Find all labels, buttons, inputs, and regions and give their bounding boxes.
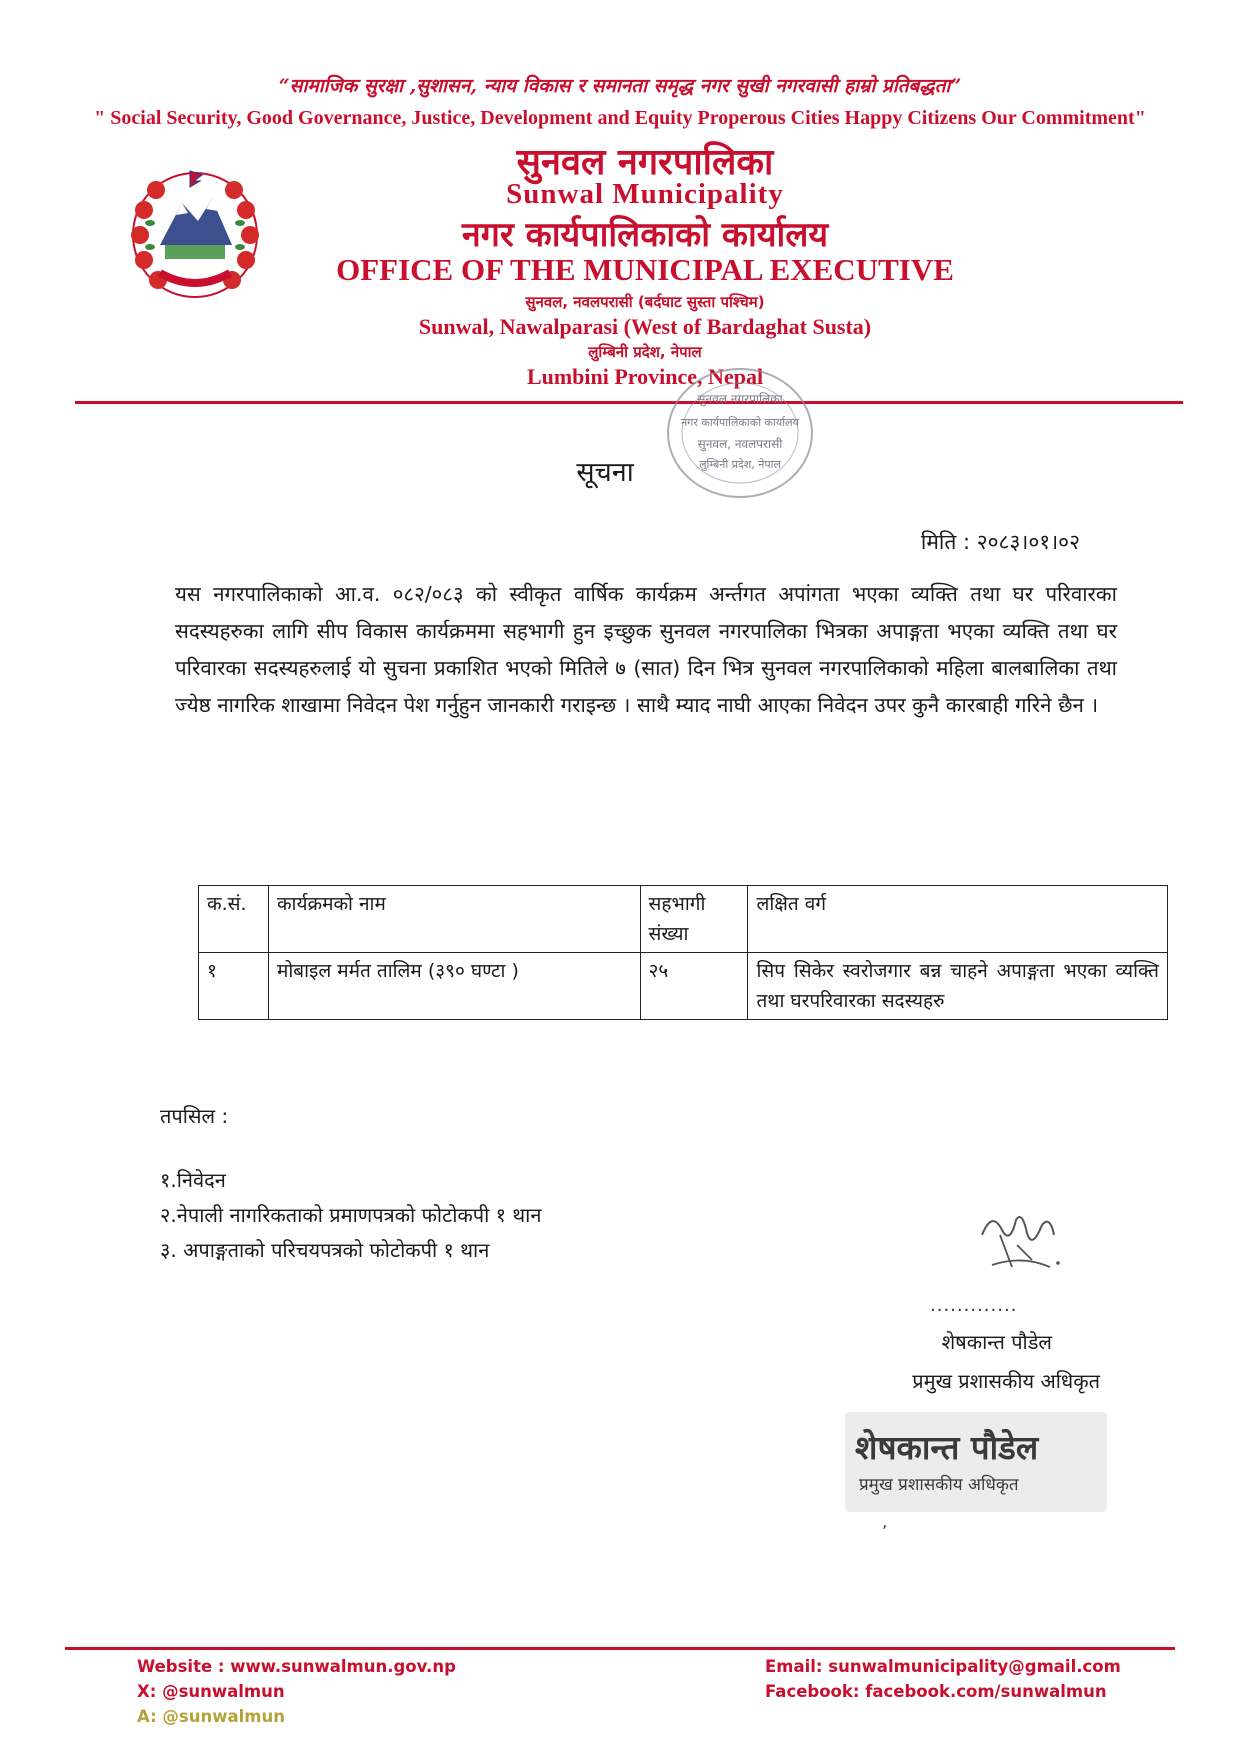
footer-a-handle: A: @sunwalmun — [137, 1707, 285, 1726]
notice-title: सूचना — [576, 457, 634, 488]
nepal-emblem-icon — [120, 165, 270, 305]
signature-icon — [972, 1205, 1067, 1285]
municipality-name-nepali: सुनवल नगरपालिका — [516, 142, 774, 183]
table-cell-name: मोबाइल मर्मत तालिम (३९० घण्टा ) — [268, 953, 640, 1020]
footer-website: Website : www.sunwalmun.gov.np — [137, 1657, 456, 1676]
signer-name: शेषकान्त पौडेल — [941, 1330, 1052, 1354]
province-nepali: लुम्बिनी प्रदेश, नेपाल — [588, 343, 702, 361]
annex-heading: तपसिल : — [160, 1104, 229, 1128]
table-cell-count: २५ — [640, 953, 748, 1020]
table-header-target: लक्षित वर्ग — [748, 886, 1168, 953]
office-seal-icon — [655, 358, 825, 508]
municipality-name-english: Sunwal Municipality — [506, 178, 784, 210]
svg-text:लुम्बिनी प्रदेश, नेपाल: लुम्बिनी प्रदेश, नेपाल — [699, 458, 781, 471]
footer-email: Email: sunwalmunicipality@gmail.com — [765, 1657, 1121, 1676]
footer-divider — [65, 1647, 1175, 1650]
table-cell-sn: १ — [199, 953, 269, 1020]
stamp-name: शेषकान्त पौडेल — [855, 1428, 1039, 1467]
footer-facebook: Facebook: facebook.com/sunwalmun — [765, 1682, 1107, 1701]
province-english: Lumbini Province, Nepal — [526, 364, 764, 389]
stamp-title: प्रमुख प्रशासकीय अधिकृत — [859, 1475, 1019, 1495]
signer-title: प्रमुख प्रशासकीय अधिकृत — [912, 1369, 1100, 1393]
table-header-name: कार्यक्रमको नाम — [268, 886, 640, 953]
motto-english: " Social Security, Good Governance, Justice, Development and Equity Properous Cities Happy Citizens Our Commitment" — [94, 107, 1146, 129]
list-item: २.नेपाली नागरिकताको प्रमाणपत्रको फोटोकपी १ थान — [160, 1203, 542, 1227]
footer-x-handle: X: @sunwalmun — [137, 1682, 285, 1701]
svg-text:सुनवल, नवलपरासी: सुनवल, नवलपरासी — [697, 437, 783, 451]
tick-mark: ʼ — [882, 1522, 888, 1541]
svg-text:सुनवल नगरपालिका: सुनवल नगरपालिका — [697, 392, 783, 406]
table-header-row — [199, 886, 1168, 953]
notice-body: यस नगरपालिकाको आ.व. ०८२/०८३ को स्वीकृत वार्षिक कार्यक्रम अर्न्तगत अपांगता भएका व्यक्ति तथा घर परिवारका सदस्यहरुका लागि सीप विकास कार्यक्रममा सहभागी हुन इच्छुक सुनवल नगरपालिका भित्रका अपाङ्गता भएका व्यक्ति तथा घर परिवारका सदस्यहरुलाई यो सुचना प्रकाशित भएको मितिले ७ (सात) दिन भित्र सुनवल नगरपालिकाको महिला बालबालिका तथा ज्येष्ठ नागरिक शाखामा निवेदन पेश गर्नुहुन जानकारी गराइन्छ । साथै म्याद नाघी आएका निवेदन उपर कुनै कारबाही गरिने छैन । — [175, 582, 1117, 717]
table-row — [199, 953, 1168, 1020]
motto-nepali: “सामाजिक सुरक्षा ,सुशासन, न्याय विकास र समानता समृद्ध नगर सुखी नगरवासी हाम्रो प्रतिबद्धता” — [278, 75, 962, 97]
notice-date: मिति : २०८३।०१।०२ — [920, 530, 1080, 554]
office-name-nepali: नगर कार्यपालिकाको कार्यालय — [461, 215, 829, 255]
header-divider — [75, 401, 1183, 404]
address-english: Sunwal, Nawalparasi (West of Bardaghat Susta) — [418, 314, 872, 339]
program-table — [198, 885, 1168, 1020]
name-stamp — [845, 1412, 1107, 1512]
annex-list — [160, 1163, 541, 1268]
table-header-sn: क.सं. — [199, 886, 269, 953]
list-item: ३. अपाङ्गताको परिचयपत्रको फोटोकपी १ थान — [160, 1238, 490, 1262]
address-nepali: सुनवल, नवलपरासी (बर्दघाट सुस्ता पश्चिम) — [525, 293, 765, 311]
table-cell-target: सिप सिकेर स्वरोजगार बन्न चाहने अपाङ्गता भएका व्यक्ति तथा घरपरिवारका सदस्यहरु — [748, 953, 1168, 1020]
svg-text:नगर कार्यपालिकाको कार्यालय: नगर कार्यपालिकाको कार्यालय — [681, 416, 799, 429]
office-name-english: OFFICE OF THE MUNICIPAL EXECUTIVE — [336, 252, 954, 287]
table-header-count: सहभागी संख्या — [640, 886, 748, 953]
list-item: १.निवेदन — [160, 1168, 226, 1192]
signature-dots: ............. — [930, 1295, 1018, 1316]
